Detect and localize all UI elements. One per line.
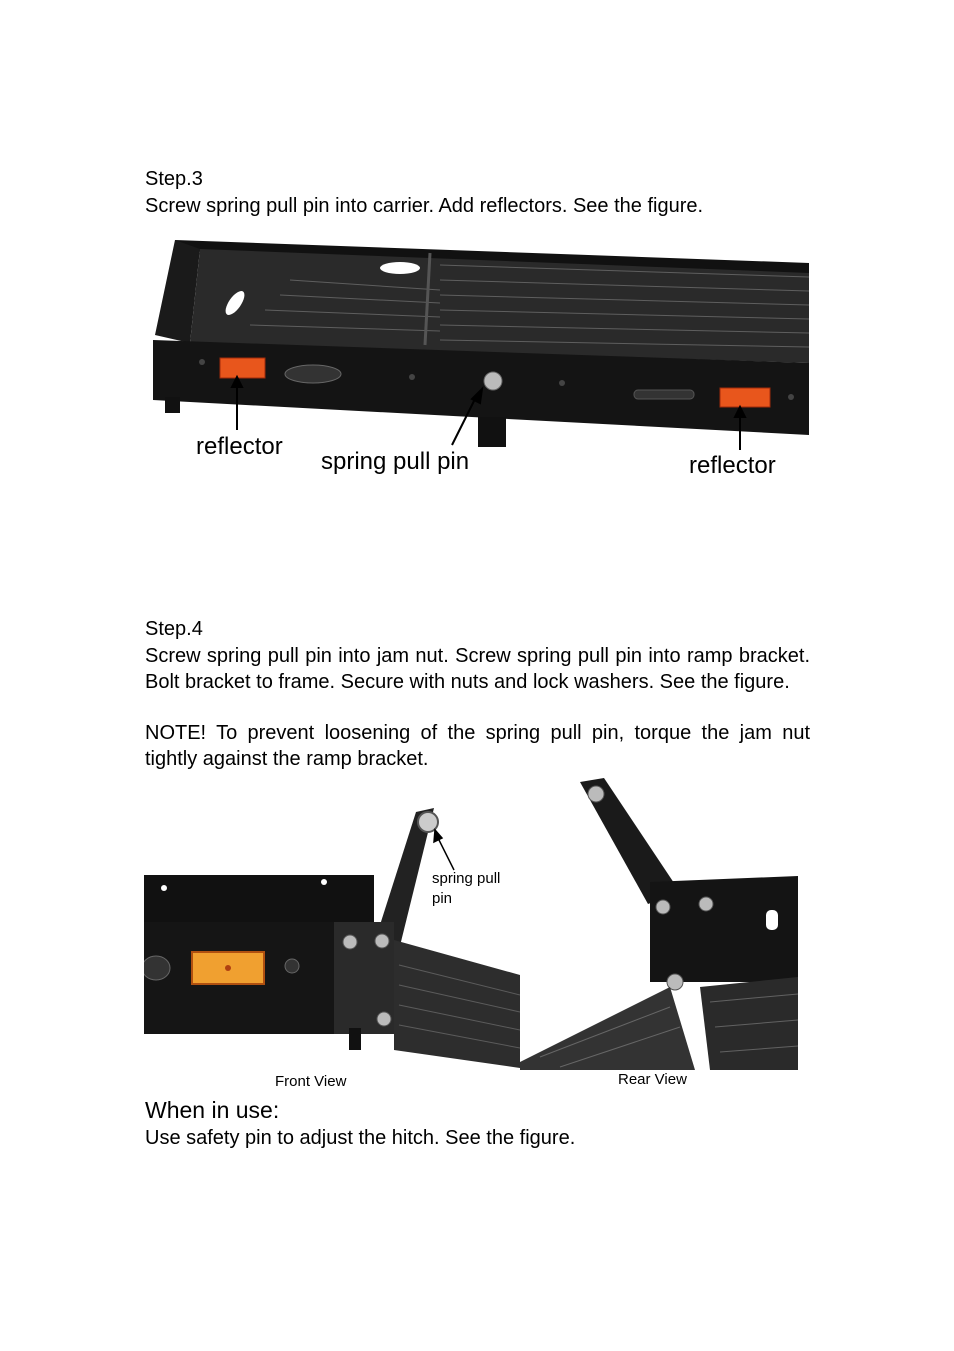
in-use-instructions: Use safety pin to adjust the hitch. See the figure. [145, 1127, 576, 1149]
reflector-left [220, 358, 265, 378]
reflector-right [720, 388, 770, 407]
label-reflector-left: reflector [196, 433, 283, 460]
label-reflector-right: reflector [689, 452, 776, 479]
callout-spring-pull-line2: pin [432, 890, 453, 907]
carrier-reflector-figure [140, 235, 810, 480]
ramp-mesh [394, 940, 520, 1068]
front-wall-slot-right [634, 390, 694, 399]
step4-instructions: Screw spring pull pin into jam nut. Screw spring pull pin into ramp bracket. Bolt bracket to frame. Secure with nuts and lock washers. See the figure. [145, 645, 810, 693]
caption-rear-view: Rear View [618, 1071, 687, 1088]
step3-heading: Step.3 [145, 168, 203, 190]
front-wall-slot [285, 365, 341, 383]
front-back-rim [144, 875, 374, 925]
caption-front-view: Front View [275, 1073, 347, 1090]
label-spring-pull-pin: spring pull pin [321, 448, 470, 475]
bolt-hole-3 [559, 380, 565, 386]
rear-ramp-mesh [520, 987, 695, 1070]
spring-pull-pin [484, 372, 502, 390]
rear-carrier-mesh [700, 977, 798, 1070]
callout-spring-pull-line1: spring pull [432, 870, 501, 887]
bolt-hole-2 [409, 374, 415, 380]
front-view-figure [144, 800, 520, 1092]
step3-instructions: Screw spring pull pin into carrier. Add reflectors. See the figure. [145, 195, 704, 217]
spring-pull-pin-rear [588, 786, 604, 802]
carrier-foot-left [165, 397, 180, 413]
step4-note: NOTE! To prevent loosening of the spring pull pin, torque the jam nut tightly against the ramp bracket. [145, 722, 810, 770]
carrier-foot-center [478, 417, 506, 447]
rear-view-figure [520, 772, 798, 1090]
in-use-heading: When in use: [145, 1097, 280, 1123]
bolt-hole-1 [199, 359, 205, 365]
bolt-hole-4 [788, 394, 794, 400]
handle-slot-back [380, 262, 420, 274]
step4-heading: Step.4 [145, 618, 203, 640]
